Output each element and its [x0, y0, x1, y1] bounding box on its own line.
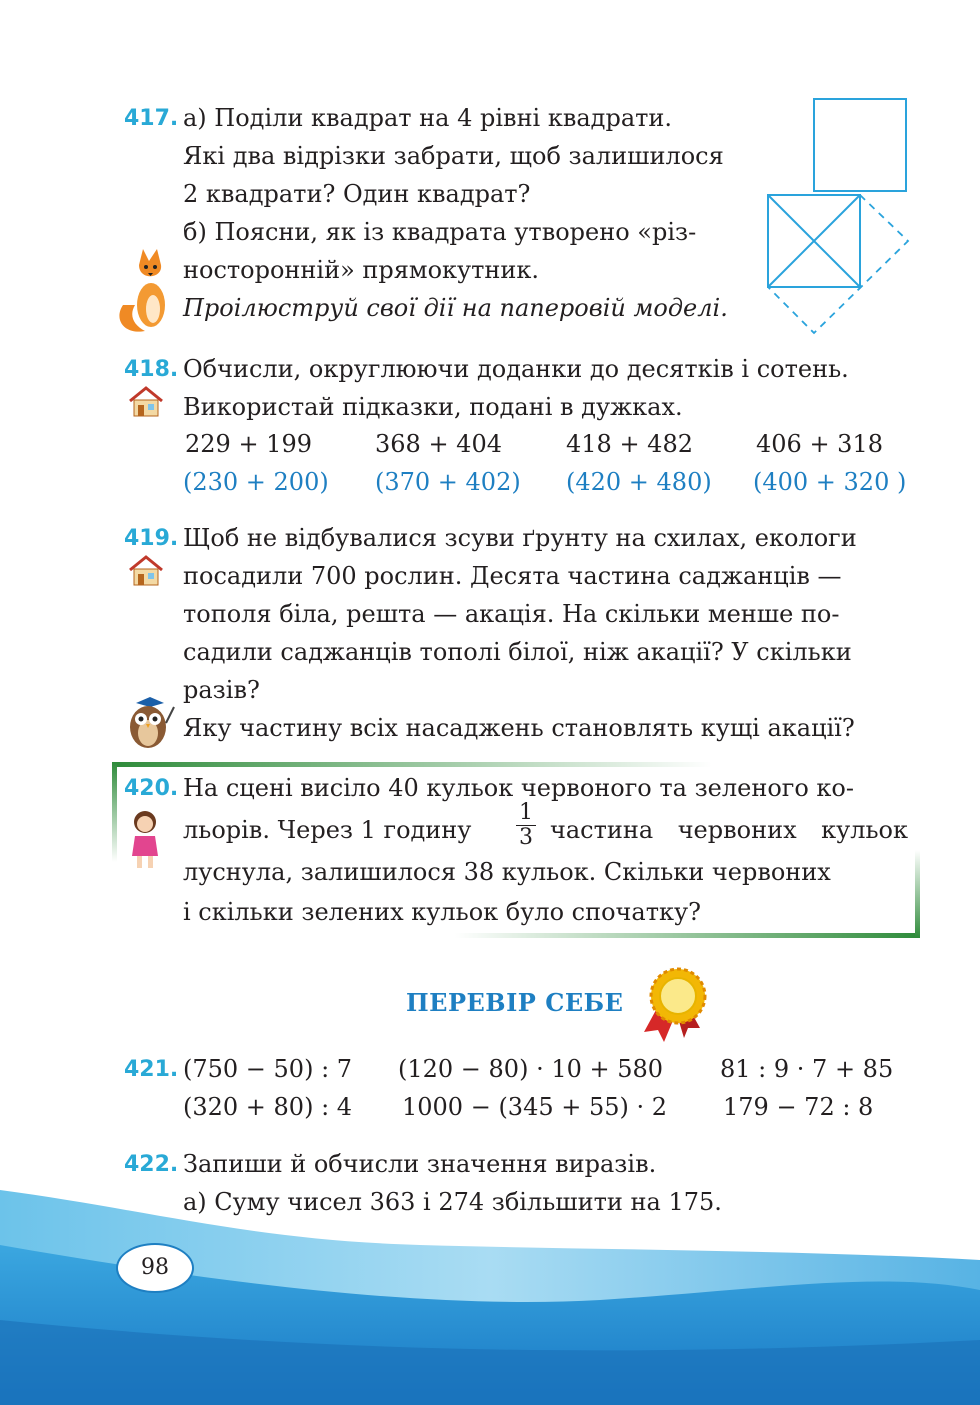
task-419-line: садили саджанців тополі білої, ніж акації? У скільки	[183, 638, 852, 666]
task-420-line: луснула, залишилося 38 кульок. Скільки червоних	[183, 858, 831, 886]
task-420-line: На сцені висіло 40 кульок червоного та зеленого ко-	[183, 774, 854, 802]
expression: 229 + 199	[185, 430, 312, 458]
expression: 406 + 318	[756, 430, 883, 458]
page-number-text: 98	[141, 1255, 169, 1280]
hint: (370 + 402)	[375, 468, 521, 496]
task-419-line: тополя біла, решта — акація. На скільки менше по-	[183, 600, 840, 628]
house-icon	[128, 386, 164, 418]
task-420-number: 420.	[124, 776, 179, 801]
expression: 418 + 482	[566, 430, 693, 458]
hint: (230 + 200)	[183, 468, 329, 496]
task-422-number: 422.	[124, 1152, 179, 1177]
task-417-line: 2 квадрати? Один квадрат?	[183, 180, 531, 208]
fraction-numerator: 1	[519, 800, 533, 825]
task-420-frame	[915, 850, 920, 938]
task-419-line: Щоб не відбувалися зсуви ґрунту на схилах, екологи	[183, 524, 857, 552]
task-417-line: б) Поясни, як із квадрата утворено «різ-	[183, 218, 697, 246]
task-420-frame	[455, 933, 920, 938]
section-title: ПЕРЕВІР СЕБЕ	[406, 988, 624, 1017]
task-419-line: посадили 700 рослин. Десята частина саджанців —	[183, 562, 842, 590]
task-420-frame	[112, 762, 712, 767]
task-420-line: і скільки зелених кульок було спочатку?	[183, 898, 701, 926]
task-422-line: а) Суму чисел 363 і 274 збільшити на 175.	[183, 1188, 722, 1216]
task-420-line: частина червоних кульок	[550, 816, 908, 844]
task-419-line: Яку частину всіх насаджень становлять кущі акації?	[183, 714, 855, 742]
expression: (750 − 50) : 7	[183, 1055, 353, 1083]
owl-icon	[120, 693, 176, 751]
task-421-number: 421.	[124, 1057, 179, 1082]
task-417-line: а) Поділи квадрат на 4 рівні квадрати.	[183, 104, 673, 132]
fraction-denominator: 3	[519, 825, 533, 850]
expression: 368 + 404	[375, 430, 502, 458]
expression: 1000 − (345 + 55) · 2	[402, 1093, 668, 1121]
squares-figure	[760, 95, 915, 340]
medal-icon	[640, 966, 716, 1042]
expression: 179 − 72 : 8	[723, 1093, 874, 1121]
hint: (420 + 480)	[566, 468, 712, 496]
task-420-frame	[112, 762, 117, 862]
task-418-line: Використай підказки, подані в дужках.	[183, 393, 683, 421]
fraction	[516, 802, 536, 849]
house-icon	[128, 555, 164, 587]
task-420-line: льорів. Через 1 годину	[183, 816, 472, 844]
task-417-line: носторонній» прямокутник.	[183, 256, 540, 284]
hint: (400 + 320 )	[753, 468, 907, 496]
task-417-line: Проілюструй свої дії на паперовій моделі.	[183, 294, 728, 322]
task-418-line: Обчисли, округлюючи доданки до десятків і сотень.	[183, 355, 849, 383]
task-417-line: Які два відрізки забрати, щоб залишилося	[183, 142, 724, 170]
task-418-number: 418.	[124, 357, 179, 382]
page-number	[116, 1243, 194, 1293]
task-419-number: 419.	[124, 526, 179, 551]
task-417-number: 417.	[124, 106, 179, 131]
task-419-line: разів?	[183, 676, 260, 704]
fox-icon	[115, 245, 177, 335]
expression: (320 + 80) : 4	[183, 1093, 353, 1121]
task-422-line: Запиши й обчисли значення виразів.	[183, 1150, 657, 1178]
expression: (120 − 80) · 10 + 580	[398, 1055, 664, 1083]
girl-icon	[125, 808, 165, 870]
expression: 81 : 9 · 7 + 85	[720, 1055, 894, 1083]
